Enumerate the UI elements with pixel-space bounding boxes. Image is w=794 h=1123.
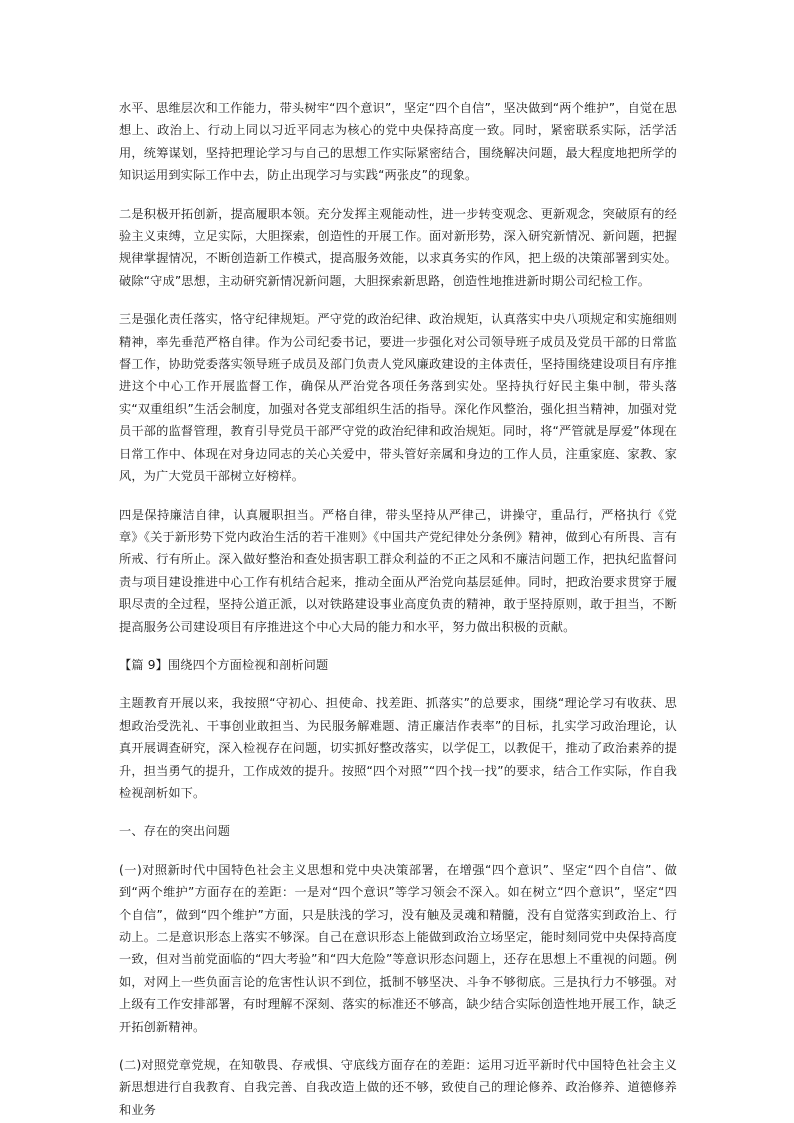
paragraph-gap [119,638,677,654]
paragraph-gap [119,488,677,504]
section-heading-article-9: 【篇 9】围绕四个方面检视和剖析问题 [119,657,329,672]
paragraph-problem-1: (一)对照新时代中国特色社会主义思想和党中央决策部署，在增强“四个意识”、坚定“四个自信”、做到“两个维护”方面存在的差距：一是对“四个意识”等学习领会不深入。如在树立“四个意识”，坚定“四个自信”，做到“四个维护”方面，只是肤浅的学习，没有触及灵魂和精髓，没有自觉落实到政治上、行动上。二是意识形态上落实不够深。自己在意识形态上能做到政治立场坚定，能时刻同党中央保持高度一致，但对当前党面临的“四大考验”和“四大危险”等意识形态问题上，还存在思想上不重视的问题。例如，对网上一些负面言论的危害性认识不到位，抵制不够坚决、斗争不够彻底。三是执行力不够强。对上级有工作安排部署，有时理解不深刻、落实的标准还不够高，缺少结合实际创造性地开展工作，缺乏开拓创新精神。 [119,862,677,1034]
paragraph-gap [119,1038,677,1054]
paragraph-gap [119,292,677,308]
paragraph-theme-education: 主题教育开展以来，我按照“守初心、担使命、找差距、抓落实”的总要求，围绕“理论学习有收获、思想政治受洗礼、干事创业敢担当、为民服务解难题、清正廉洁作表率”的目标，扎实学习政治理论，认真开展调查研究，深入检视存在问题，切实抓好整改落实，以学促工，以教促干，推动了政治素养的提升，担当勇气的提升，工作成效的提升。按照“四个对照”“四个找一找”的要求，结合工作实际，作自我检视剖析如下。 [119,696,677,800]
paragraph-gap [119,676,677,692]
paragraph-study-practice: 水平、思维层次和工作能力，带头树牢“四个意识”，坚定“四个自信”，坚决做到“两个维护”，自觉在思想上、政治上、行动上同以习近平同志为核心的党中央保持高度一致。同时，紧密联系实际，活学活用，统筹谋划，坚持把理论学习与自己的思想工作实际紧密结合，围绕解决问题，最大程度地把所学的知识运用到实际工作中去，防止出现学习与实践“两张皮”的现象。 [119,101,677,183]
paragraph-responsibility: 三是强化责任落实，恪守纪律规矩。严守党的政治纪律、政治规矩，认真落实中央八项规定和实施细则精神，率先垂范严格自律。作为公司纪委书记，要进一步强化对公司领导班子成员及党员干部的日常监督工作，协助党委落实领导班子成员及部门负责人党风廉政建设的主体责任，坚持围绕建设项目有序推进这个中心工作开展监督工作，确保从严治党各项任务落到实处。坚持执行好民主集中制，带头落实“双重组织”生活会制度，加强对各党支部组织生活的指导。深化作风整治，强化担当精神，加强对党员干部的监督管理，教育引导党员干部严守党的政治纪律和政治规矩。同时，将“严管就是厚爱”体现在日常工作中、体现在对身边同志的关心关爱中，带头管好亲属和身边的工作人员，注重家庭、家教、家风，为广大党员干部树立好榜样。 [119,312,677,484]
paragraph-problem-2: (二)对照党章党规，在知敬畏、存戒惧、守底线方面存在的差距：运用习近平新时代中国特色社会主义新思想进行自我教育、自我完善、自我改造上做的还不够，致使自己的理论修养、政治修养、道德修养和业务 [119,1058,677,1117]
document-body [119,97,677,1121]
paragraph-gap [119,187,677,203]
paragraph-innovation: 二是积极开拓创新，提高履职本领。充分发挥主观能动性，进一步转变观念、更新观念，突破原有的经验主义束缚，立足实际，大胆探索，创造性的开展工作。面对新形势，深入研究新情况、新问题，把握规律掌握情况，不断创造新工作模式，提高服务效能，以求真务实的作风，把上级的决策部署到实处。破除“守成”思想，主动研究新情况新问题，大胆探索新思路，创造性地推进新时期公司纪检工作。 [119,206,677,288]
section-heading-problems: 一、存在的突出问题 [119,824,231,839]
paragraph-gap [119,843,677,859]
paragraph-integrity: 四是保持廉洁自律，认真履职担当。严格自律，带头坚持从严律己，讲操守，重品行，严格执行《党章》《关于新形势下党内政治生活的若干准则》《中国共产党纪律处分条例》精神，做到心有所畏、言有所戒、行有所止。深入做好整治和查处损害职工群众利益的不正之风和不廉洁问题工作，把执纪监督问责与项目建设推进中心工作有机结合起来，推动全面从严治党向基层延伸。同时，把政治要求贯穿于履职尽责的全过程，坚持公道正派，以对铁路建设事业高度负责的精神，敢于坚持原则，敢于担当，不断提高服务公司建设项目有序推进这个中心大局的能力和水平，努力做出积极的贡献。 [119,507,677,634]
paragraph-gap [119,804,677,820]
